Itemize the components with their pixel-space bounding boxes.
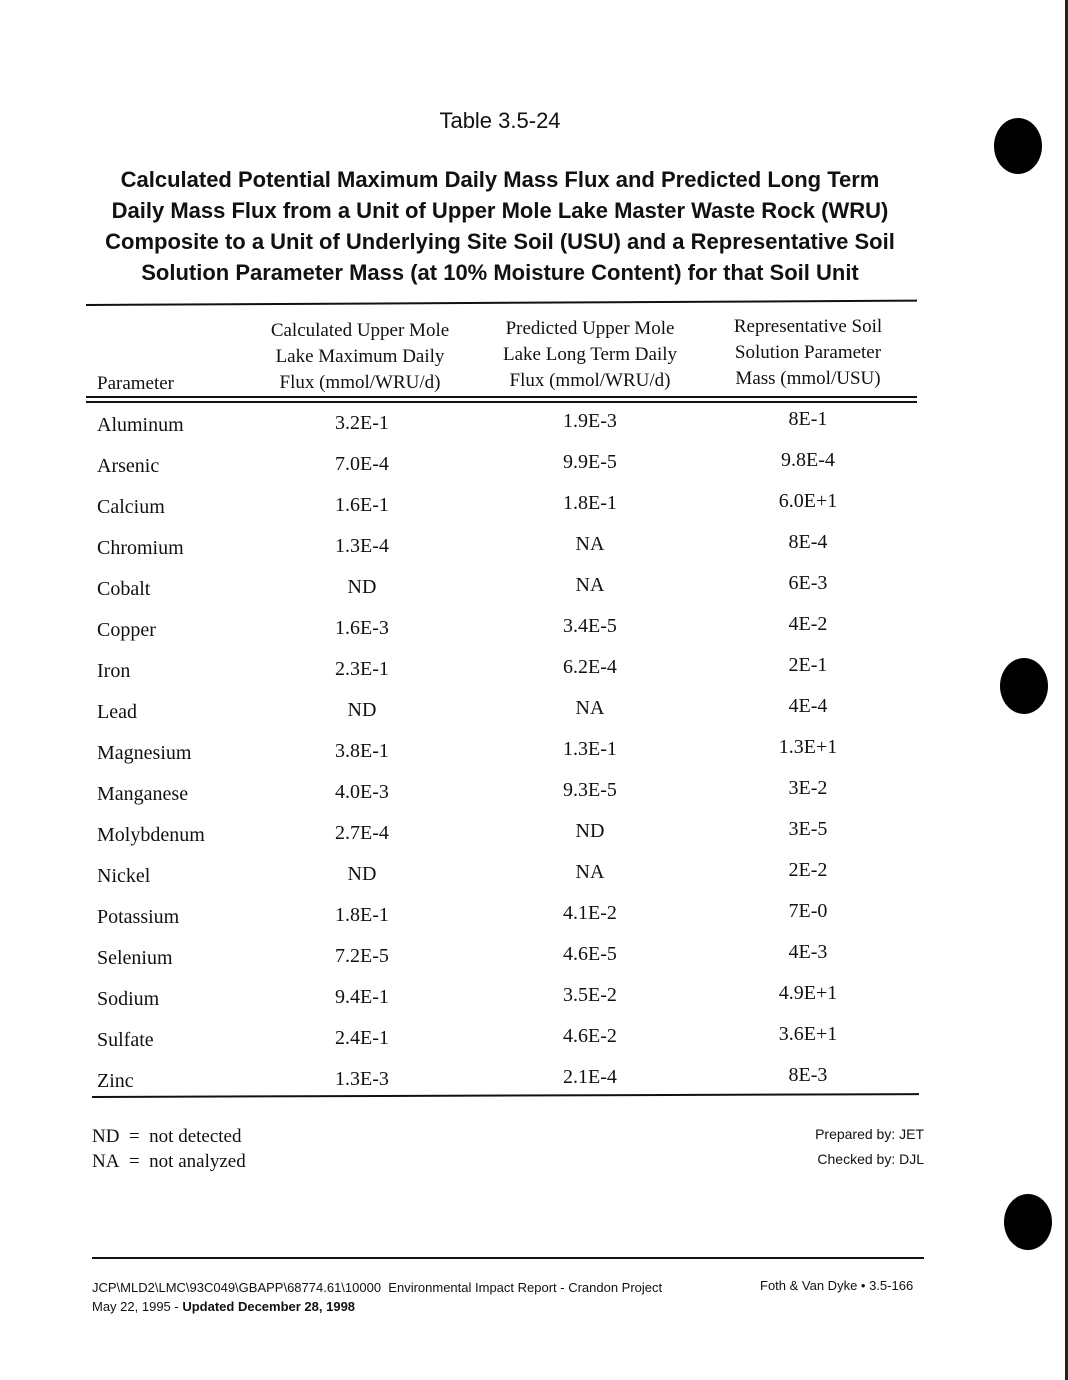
- max-flux-cell: 7.0E-4: [335, 453, 389, 475]
- prepared-by: Prepared by: JET: [815, 1126, 924, 1142]
- column-header-max-daily-flux: Calculated Upper Mole Lake Maximum Daily Flux (mmol/WRU/d): [270, 320, 450, 393]
- soil-mass-cell: 8E-3: [788, 1064, 828, 1086]
- binder-hole-middle: [1000, 658, 1048, 714]
- soil-mass-cell: 7E-0: [788, 900, 828, 922]
- max-flux-cell: ND: [347, 576, 377, 598]
- max-flux-cell: 2.7E-4: [335, 822, 389, 844]
- checked-by: Checked by: DJL: [817, 1151, 924, 1167]
- parameter-cell: Copper: [97, 619, 156, 641]
- parameter-cell: Molybdenum: [97, 824, 205, 846]
- max-flux-cell: 7.2E-5: [335, 945, 389, 967]
- parameter-cell: Potassium: [97, 906, 180, 928]
- legend-nd: ND = not detected: [92, 1126, 242, 1147]
- long-term-flux-cell: 3.5E-2: [563, 984, 617, 1006]
- long-term-flux-cell: NA: [575, 861, 605, 883]
- soil-mass-cell: 6.0E+1: [778, 490, 838, 512]
- footer-org-page: Foth & Van Dyke • 3.5-166: [760, 1278, 914, 1293]
- max-flux-cell: 1.6E-1: [335, 494, 389, 516]
- max-flux-cell: 1.8E-1: [335, 904, 389, 926]
- parameter-cell: Arsenic: [97, 455, 160, 477]
- soil-mass-cell: 9.8E-4: [781, 449, 835, 471]
- parameter-cell: Chromium: [97, 537, 184, 559]
- column-header-parameter: Parameter: [97, 373, 175, 394]
- max-flux-cell: 3.8E-1: [335, 740, 389, 762]
- max-flux-cell: 2.3E-1: [335, 658, 389, 680]
- footer-file-path: JCP\MLD2\LMC\93C049\GBAPP\68774.61\10000: [92, 1280, 382, 1295]
- binder-hole-top: [994, 118, 1042, 174]
- title-line: Composite to a Unit of Underlying Site Soil (USU) and a Representative Soil: [105, 229, 895, 254]
- footer-report-name: Environmental Impact Report - Crandon Project: [388, 1280, 663, 1295]
- legend-na: NA = not analyzed: [92, 1151, 246, 1172]
- long-term-flux-cell: 3.4E-5: [563, 615, 617, 637]
- long-term-flux-cell: 4.1E-2: [563, 902, 617, 924]
- max-flux-cell: 3.2E-1: [335, 412, 389, 434]
- soil-mass-cell: 2E-2: [788, 859, 828, 881]
- parameter-cell: Iron: [97, 660, 131, 682]
- long-term-flux-cell: NA: [575, 574, 605, 596]
- parameter-cell: Selenium: [97, 947, 173, 969]
- long-term-flux-cell: ND: [575, 820, 605, 842]
- max-flux-cell: 1.3E-3: [335, 1068, 389, 1090]
- parameter-cell: Manganese: [97, 783, 189, 805]
- soil-mass-cell: 3.6E+1: [778, 1023, 838, 1045]
- max-flux-cell: 9.4E-1: [335, 986, 389, 1008]
- long-term-flux-cell: 4.6E-2: [563, 1025, 617, 1047]
- title-line: Calculated Potential Maximum Daily Mass Flux and Predicted Long Term: [120, 167, 880, 192]
- max-flux-cell: ND: [347, 699, 377, 721]
- parameter-cell: Sodium: [97, 988, 160, 1010]
- long-term-flux-cell: 6.2E-4: [563, 656, 617, 678]
- long-term-flux-cell: 2.1E-4: [563, 1066, 617, 1088]
- max-flux-cell: ND: [347, 863, 377, 885]
- parameter-cell: Zinc: [97, 1070, 134, 1092]
- parameter-cell: Magnesium: [97, 742, 192, 764]
- soil-mass-cell: 6E-3: [788, 572, 828, 594]
- title-line: Daily Mass Flux from a Unit of Upper Mole Lake Master Waste Rock (WRU): [111, 198, 889, 223]
- soil-mass-cell: 4.9E+1: [778, 982, 838, 1004]
- header-rule-lower: [86, 401, 917, 403]
- table-title: [95, 164, 905, 288]
- soil-mass-cell: 8E-4: [788, 531, 828, 553]
- parameter-cell: Cobalt: [97, 578, 151, 600]
- parameter-cell: Sulfate: [97, 1029, 154, 1051]
- long-term-flux-cell: 1.9E-3: [563, 410, 617, 432]
- parameter-cell: Calcium: [97, 496, 165, 518]
- footer-date: May 22, 1995 - Updated December 28, 1998: [92, 1299, 356, 1314]
- long-term-flux-cell: 9.3E-5: [563, 779, 617, 801]
- parameter-cell: Aluminum: [97, 414, 184, 436]
- max-flux-cell: 1.6E-3: [335, 617, 389, 639]
- long-term-flux-cell: NA: [575, 697, 605, 719]
- soil-mass-cell: 4E-3: [788, 941, 828, 963]
- header-rule-upper: [86, 396, 917, 398]
- long-term-flux-cell: 1.8E-1: [563, 492, 617, 514]
- table-top-rule: [86, 300, 917, 306]
- soil-mass-cell: 4E-2: [788, 613, 828, 635]
- parameter-cell: Nickel: [97, 865, 151, 887]
- max-flux-cell: 1.3E-4: [335, 535, 389, 557]
- column-header-soil-mass: Representative Soil Solution Parameter Mass (mmol/USU): [733, 316, 883, 389]
- long-term-flux-cell: 1.3E-1: [563, 738, 617, 760]
- footer-path-report: [92, 1279, 662, 1297]
- soil-mass-cell: 8E-1: [788, 408, 828, 430]
- footer-updated: Updated December 28, 1998: [182, 1299, 356, 1314]
- parameter-cell: Lead: [97, 701, 137, 723]
- footer-rule: [92, 1257, 924, 1259]
- title-line: Solution Parameter Mass (at 10% Moisture Content) for that Soil Unit: [141, 260, 859, 285]
- table-bottom-rule: [92, 1093, 919, 1098]
- long-term-flux-cell: 9.9E-5: [563, 451, 617, 473]
- soil-mass-cell: 3E-2: [788, 777, 828, 799]
- soil-mass-cell: 3E-5: [788, 818, 828, 840]
- max-flux-cell: 4.0E-3: [335, 781, 389, 803]
- long-term-flux-cell: 4.6E-5: [563, 943, 617, 965]
- long-term-flux-cell: NA: [575, 533, 605, 555]
- soil-mass-cell: 2E-1: [788, 654, 828, 676]
- soil-mass-cell: 4E-4: [788, 695, 828, 717]
- soil-mass-cell: 1.3E+1: [778, 736, 838, 758]
- max-flux-cell: 2.4E-1: [335, 1027, 389, 1049]
- table-number: Table 3.5-24: [439, 108, 561, 133]
- column-header-long-term-flux: Predicted Upper Mole Lake Long Term Daily Flux (mmol/WRU/d): [502, 318, 677, 391]
- binder-hole-bottom: [1004, 1194, 1052, 1250]
